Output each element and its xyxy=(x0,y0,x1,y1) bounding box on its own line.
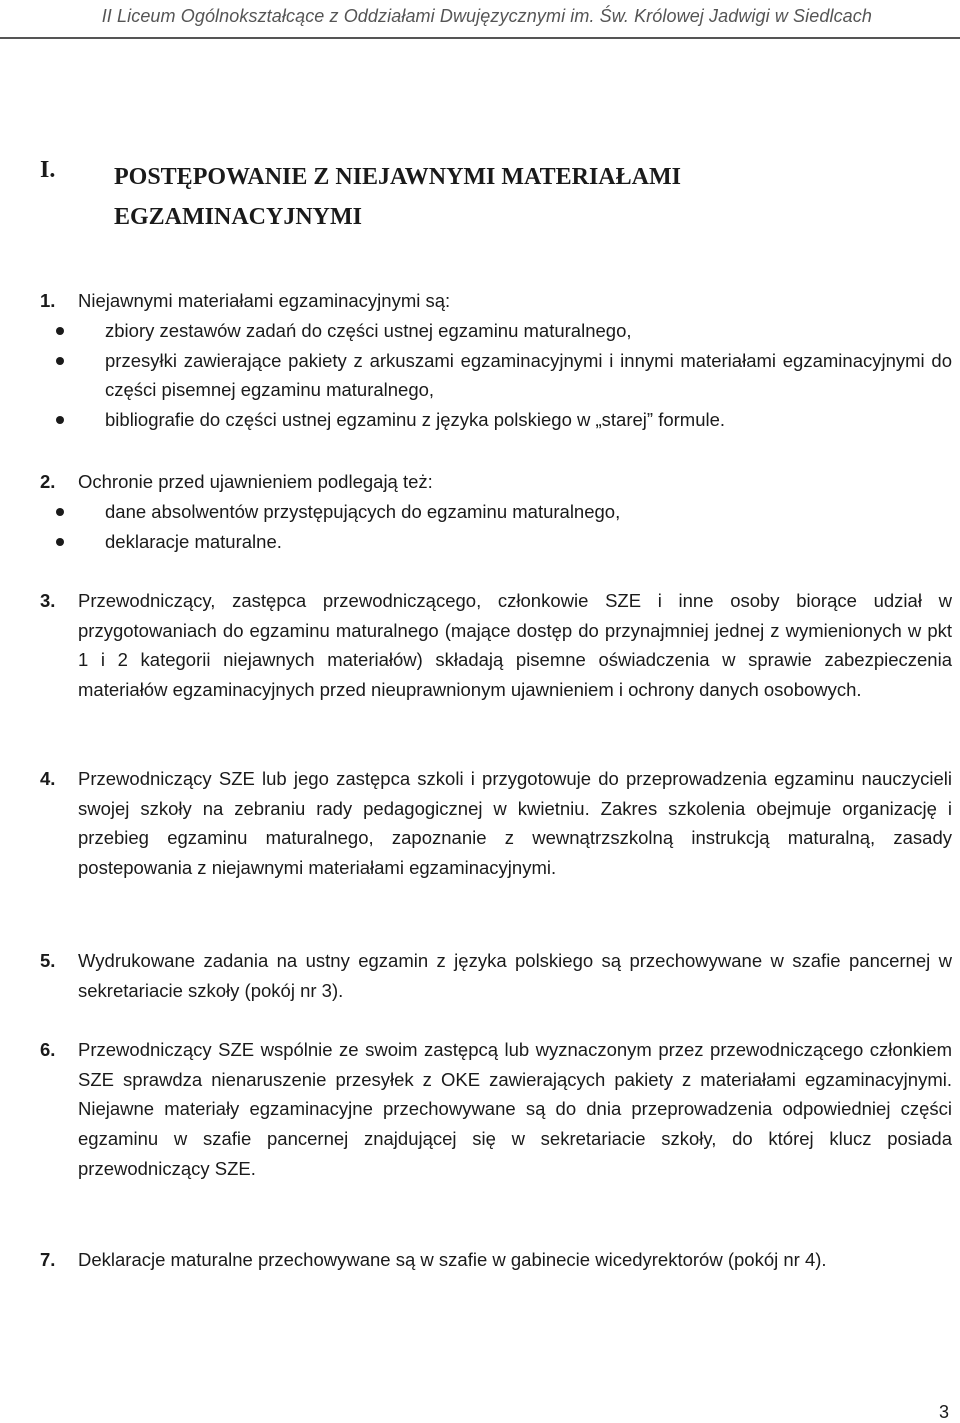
list-item-text: bibliografie do części ustnej egzaminu z języka polskiego w „starej” formule. xyxy=(105,409,726,431)
section-number: 2. xyxy=(40,471,56,492)
list-item-text: dane absolwentów przystępujących do egzaminu maturalnego, xyxy=(105,501,621,522)
section-4 xyxy=(40,764,952,883)
section-text: Niejawnymi materiałami egzaminacyjnymi są: xyxy=(78,290,451,311)
section-text: Przewodniczący, zastępca przewodniczącego, członkowie SZE i inne osoby biorące udział w przygotowaniach do egzaminu maturalnego (mające dostęp do przynajmniej jednej z wymienionych w pkt 1 i 2 kategorii niejawnych materiałów) składają pisemne oświadczenia w sprawie zabezpieczenia materiałów egzaminacyjnych przed nieuprawnionym ujawnieniem i ochrony danych osobowych. xyxy=(78,590,952,701)
section-3 xyxy=(40,586,952,705)
section-text: Przewodniczący SZE lub jego zastępca szkoli i przygotowuje do przeprowadzenia egzaminu nauczycieli swojej szkoły na zebraniu rady pedagogicznej w kwietniu. Zakres szkolenia obejmuje organizację i przebieg egzaminu maturalnego, zapoznanie z wewnątrzszkolną instrukcją maturalną, zasady postepowania z niejawnymi materiałami egzaminacyjnymi. xyxy=(78,768,952,879)
list-item-text: przesyłki zawierające pakiety z arkuszami egzaminacyjnymi i innymi materiałami egzaminacyjnymi do części pisemnej egzaminu maturalnego, xyxy=(105,349,952,401)
section-1-bullet-list xyxy=(56,316,952,435)
list-item xyxy=(56,405,952,435)
section-text: Przewodniczący SZE wspólnie ze swoim zastępcą lub wyznaczonym przez przewodniczącego członkiem SZE sprawdza nienaruszenie przesyłek z OKE zawierających pakiety z materiałami egzaminacyjnymi. Niejawne materiały egzaminacyjne przechowywane są do dnia przeprowadzenia odpowiedniej części egzaminu w szafie pancernej znajdującej się w sekretariacie szkoły, do której klucz posiada przewodniczący SZE. xyxy=(78,1039,952,1179)
section-number: 5. xyxy=(40,950,56,971)
bullet-icon xyxy=(56,327,64,335)
list-item xyxy=(56,497,952,527)
bullet-icon xyxy=(56,357,64,365)
list-item xyxy=(56,316,952,346)
bullet-icon xyxy=(56,416,64,424)
chapter-title-text: POSTĘPOWANIE Z NIEJAWNYMI MATERIAŁAMI EGZAMINACYJNYMI xyxy=(114,164,681,230)
section-number: 7. xyxy=(40,1249,56,1270)
section-1 xyxy=(40,286,952,316)
section-5 xyxy=(40,946,952,1005)
section-2 xyxy=(40,467,952,497)
page-number: 3 xyxy=(938,1402,949,1422)
section-number: 6. xyxy=(40,1039,56,1060)
list-item xyxy=(56,527,952,557)
list-item xyxy=(56,346,952,405)
section-number: 4. xyxy=(40,768,56,789)
section-6 xyxy=(40,1035,952,1184)
section-number: 3. xyxy=(40,590,56,611)
section-text: Deklaracje maturalne przechowywane są w szafie w gabinecie wicedyrektorów (pokój nr 4). xyxy=(78,1249,827,1270)
header-school-name: II Liceum Ogólnokształcące z Oddziałami Dwujęzycznymi im. Św. Królowej Jadwigi w Siedlcach xyxy=(101,6,872,26)
header-rule xyxy=(0,37,960,39)
section-text: Wydrukowane zadania na ustny egzamin z języka polskiego są przechowywane w szafie pancernej w sekretariacie szkoły (pokój nr 3). xyxy=(78,950,952,1001)
section-7 xyxy=(40,1245,952,1275)
list-item-text: zbiory zestawów zadań do części ustnej egzaminu maturalnego, xyxy=(105,320,632,341)
chapter-number: I. xyxy=(40,157,56,183)
list-item-text: deklaracje maturalne. xyxy=(105,530,282,552)
section-text: Ochronie przed ujawnieniem podlegają też: xyxy=(78,471,433,492)
section-2-bullet-list xyxy=(56,497,952,556)
section-number: 1. xyxy=(40,290,56,311)
bullet-icon xyxy=(56,538,64,546)
bullet-icon xyxy=(56,508,64,516)
